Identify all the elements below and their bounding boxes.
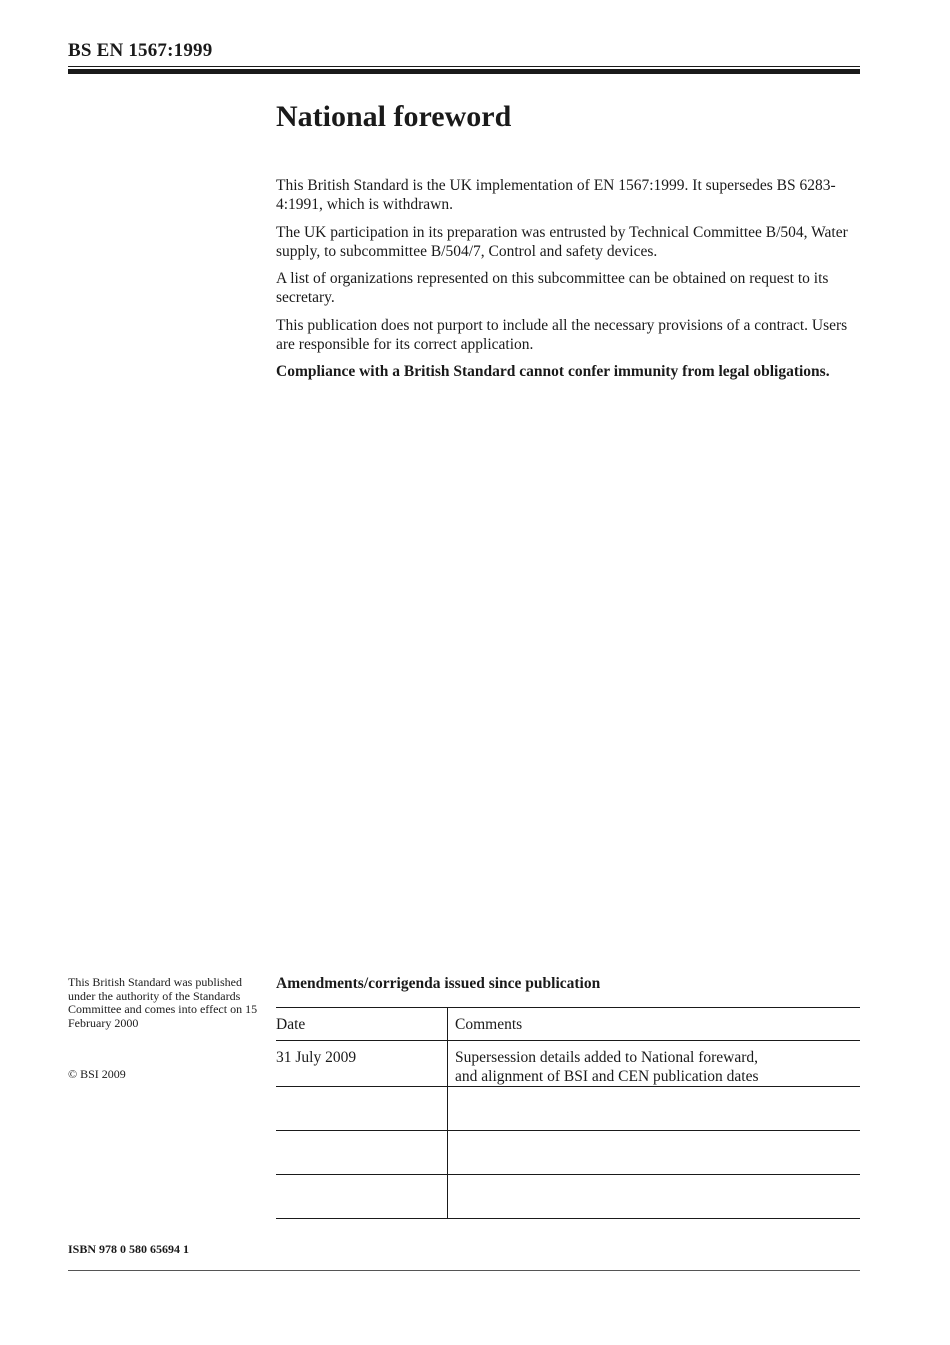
paragraph-provisions: This publication does not purport to include all the necessary provisions of a contract. Users are responsible for its correct application. (276, 316, 848, 353)
empty-table-row (276, 1175, 860, 1219)
paragraph-participation: The UK participation in its preparation was entrusted by Technical Committee B/504, Water supply, to subcommittee B/504/7, Control and safety devices. (276, 223, 848, 260)
amendment-comment (448, 1041, 861, 1087)
empty-cell (448, 1131, 861, 1175)
foreword-body (276, 176, 860, 390)
amendment-comment-line: and alignment of BSI and CEN publication dates (455, 1068, 759, 1085)
document-code: BS EN 1567:1999 (68, 40, 213, 61)
empty-cell (276, 1175, 448, 1219)
amendment-comment-line: Supersession details added to National foreward, (455, 1049, 759, 1066)
column-header-comments: Comments (448, 1008, 861, 1041)
compliance-notice: Compliance with a British Standard cannot confer immunity from legal obligations. (276, 363, 830, 380)
empty-table-row (276, 1087, 860, 1131)
copyright-notice: © BSI 2009 (68, 1067, 126, 1081)
amendment-date: 31 July 2009 (276, 1041, 448, 1087)
paragraph-implementation: This British Standard is the UK implementation of EN 1567:1999. It supersedes BS 6283-4:1991, which is withdrawn. (276, 177, 836, 213)
amendments-heading: Amendments/corrigenda issued since publication (276, 975, 601, 992)
column-header-date: Date (276, 1008, 448, 1041)
table-row (276, 1041, 860, 1087)
empty-cell (448, 1087, 861, 1131)
paragraph-organizations: A list of organizations represented on this subcommittee can be obtained on request to its secretary. (276, 270, 829, 306)
table-header-row (276, 1008, 860, 1041)
isbn: ISBN 978 0 580 65694 1 (68, 1242, 190, 1256)
header-rule-thick (68, 69, 860, 74)
footer-rule (68, 1270, 860, 1271)
empty-cell (448, 1175, 861, 1219)
page-title: National foreword (276, 100, 512, 133)
empty-cell (276, 1087, 448, 1131)
publication-note: This British Standard was published under the authority of the Standards Committee and comes into effect on 15 February 2000 (68, 975, 258, 1030)
amendments-table (276, 1007, 860, 1219)
empty-cell (276, 1131, 448, 1175)
empty-table-row (276, 1131, 860, 1175)
header-rule-thin (68, 66, 860, 67)
